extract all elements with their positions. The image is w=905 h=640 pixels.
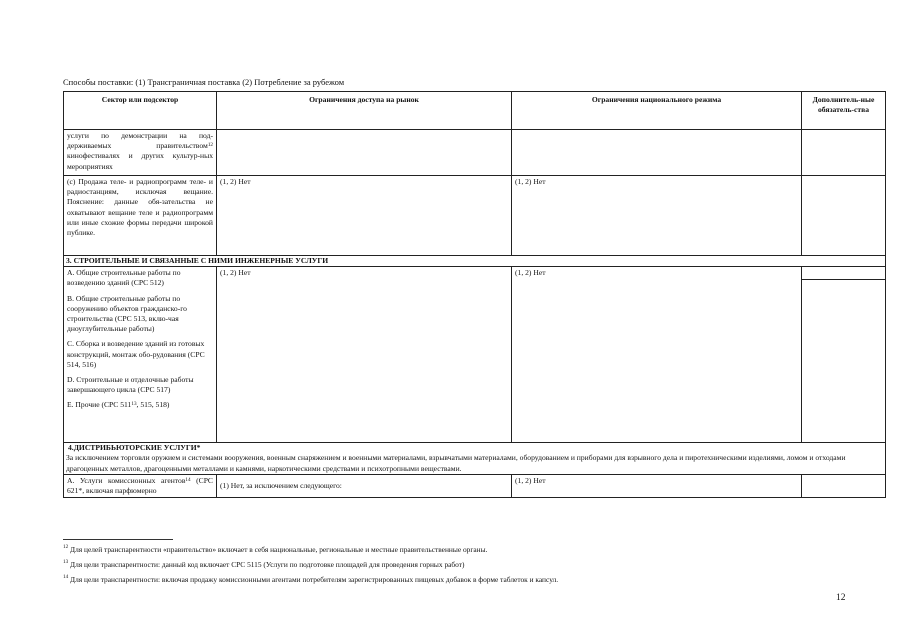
- section-row: [64, 256, 886, 267]
- header-market-access: Ограничения доступа на рынок: [217, 92, 512, 130]
- sector-cell: услуги по демонстрации на под-держиваемых правительством$^{12}$ кинофестивалях и других культур-ных мероприятиях: [64, 130, 217, 176]
- footnote-separator: [63, 539, 173, 540]
- market-cell: (1, 2) Нет: [217, 267, 512, 443]
- market-cell: [217, 130, 512, 176]
- table-row: [64, 474, 886, 497]
- delivery-modes-caption: Способы поставки: (1) Трансграничная поставка (2) Потребление за рубежом: [63, 77, 345, 87]
- table-row: [64, 130, 886, 176]
- additional-cell: [802, 176, 886, 256]
- list-item: B. Общие строительные работы по сооружению объектов гражданско-го строительства (CPC 513, вклю-чая дноуглубительные работы): [67, 293, 187, 334]
- national-cell: (1, 2) Нет: [512, 267, 802, 443]
- list-item: D. Строительные и отделочные работы завершающего цикла (CPC 517): [67, 375, 194, 395]
- section-4-title: 4.ДИСТРИБЬЮТОРСКИЕ УСЛУГИ*: [68, 443, 201, 453]
- table-row: [64, 176, 886, 256]
- section-4-cell: [64, 443, 886, 475]
- national-cell: (1, 2) Нет: [512, 176, 802, 256]
- table-row: [64, 267, 886, 443]
- sector-cell: A. Услуги комиссионных агентов$^{14}$ (CPC 621*, включая парфюмерно: [64, 474, 217, 497]
- market-cell: (1, 2) Нет: [217, 176, 512, 256]
- sector-cell: (c) Продажа теле- и радиопрограмм теле- и радиостанциям, исключая вещание. Пояснение: данные обя-зательства не охватывают вещание теле и радиопрограмм или иные схожие формы передачи широкой публике.: [64, 176, 217, 256]
- section-3-title: 3. СТРОИТЕЛЬНЫЕ И СВЯЗАННЫЕ С НИМИ ИНЖЕНЕРНЫЕ УСЛУГИ: [64, 256, 886, 267]
- footnote-14: $^{14}$ Для цели транспарентности: включая продажу комиссионными агентами потребителям зарегистрированных пищевых добавок в форме таблеток и капсул.: [63, 574, 559, 584]
- header-national-treatment: Ограничения национального режима: [512, 92, 802, 130]
- page-number: 12: [836, 593, 846, 603]
- footnote-12: $^{12}$ Для целей транспарентности «правительство» включает в себя национальные, региональные и местные правительственные органы.: [63, 544, 488, 554]
- national-cell: [512, 130, 802, 176]
- header-additional: Дополнитель-ные обязатель-ства: [802, 92, 886, 130]
- additional-cell: [802, 130, 886, 176]
- table-header-row: [64, 92, 886, 130]
- section-4-note: За исключением торговли оружием и системами вооружения, военным снаряжением и военными материалами, взрывчатыми материалами, оборудованием и приборами для взрывного дела и пиротехническими изделиями, ломом и отходами драгоценных металлов, драгоценными металлами и камнями, наркотическими средствами и психотропными веществами.: [66, 453, 846, 473]
- sector-cell: [64, 267, 217, 443]
- national-cell: (1, 2) Нет: [512, 474, 802, 497]
- additional-cell: [802, 474, 886, 497]
- header-sector: Сектор или подсектор: [64, 92, 217, 130]
- list-item: A. Общие строительные работы по возведению зданий (CPC 512): [67, 268, 181, 288]
- market-cell: (1) Нет, за исключением следующего:: [217, 474, 512, 497]
- footnote-13: $^{13}$ Для цели транспарентности: данный код включает CPC 5115 (Услуги по подготовке площадей для проведения горных работ): [63, 559, 465, 569]
- list-item: E. Прочие (CPC $511^{13}$, 515, 518): [67, 400, 170, 410]
- commitments-table: [63, 91, 886, 498]
- list-item: C. Сборка и возведение зданий из готовых конструкций, монтаж обо-рудования (CPC 514, 516): [67, 339, 205, 369]
- additional-cell: [802, 267, 886, 443]
- section-row: [64, 443, 886, 475]
